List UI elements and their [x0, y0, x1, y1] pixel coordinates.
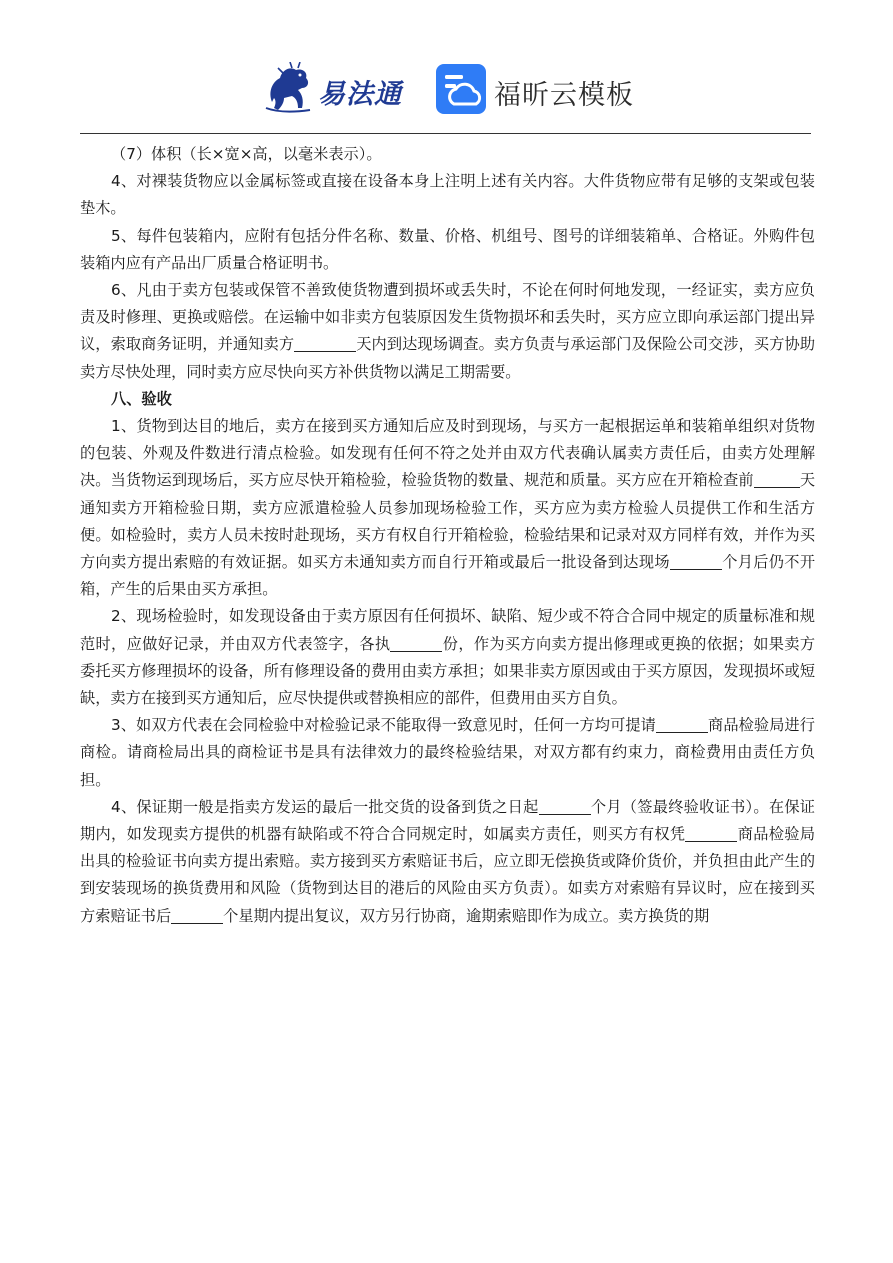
paragraph [80, 277, 815, 386]
paragraph-text: 八、验收 [111, 389, 172, 408]
fill-in-blank [294, 333, 356, 352]
paragraph-text: 4、保证期一般是指卖方发运的最后一批交货的设备到货之日起 [111, 797, 539, 816]
fuxin-logo [436, 64, 646, 116]
fill-in-blank [656, 714, 708, 733]
fill-in-blank [754, 469, 800, 488]
paragraph-text: 商品检验局进行商检。请商检局出具的商检证书是具有法律效力的最终检验结果，对双方都有约束力，商检费用由责任方负担。 [80, 716, 815, 789]
paragraph-text: 1、货物到达目的地后，卖方在接到买方通知后应及时到现场，与买方一起根据运单和装箱单组织对货物的包装、外观及件数进行清点检验。如发现有任何不符之处并由双方代表确认属卖方责任后，由卖方处理解决。当货物运到现场后，买方应尽快开箱检验，检验货物的数量、规范和质量。买方应在开箱检查前 [80, 417, 815, 490]
brand-right-text: 福昕云模板 [494, 80, 634, 111]
header-divider [80, 133, 811, 134]
paragraph [80, 168, 815, 222]
paragraph-text: 天内到达现场调查。卖方负责与承运部门及保险公司交涉，买方协助卖方尽快处理，同时卖方应尽快向买方补供货物以满足工期需要。 [80, 335, 816, 381]
document-body [80, 141, 815, 930]
paragraph-text: 天通知卖方开箱检验日期，卖方应派遣检验人员参加现场检验工作，买方应为卖方检验人员提供工作和生活方便。如检验时，卖方人员未按时赴现场，买方有权自行开箱检验，检验结果和记录对双方同样有效，并作为买方向卖方提出索赔的有效证据。如买方未通知卖方而自行开箱或最后一批设备到达现场 [80, 471, 816, 572]
paragraph [80, 603, 815, 712]
fill-in-blank [685, 823, 737, 842]
paragraph [80, 794, 815, 930]
cloud-template-icon [436, 64, 486, 114]
paragraph-text: 份，作为买方向卖方提出修理或更换的依据；如果卖方委托买方修理损坏的设备，所有修理设备的费用由卖方承担；如果非卖方原因或由于买方原因，发现损坏或短缺，卖方在接到买方通知后，应尽快提供或替换相应的部件，但费用由买方自负。 [80, 634, 816, 708]
fill-in-blank [171, 905, 223, 924]
paragraph [80, 712, 815, 794]
paragraph [80, 413, 815, 603]
paragraph [80, 141, 815, 168]
page-header [0, 0, 893, 132]
yifatong-logo [262, 62, 412, 114]
fill-in-blank [390, 633, 442, 652]
paragraph-text: 2、现场检验时，如发现设备由于卖方原因有任何损坏、缺陷、短少或不符合合同中规定的质量标准和规范时，应做好记录，并由双方代表签字，各执 [80, 607, 815, 653]
paragraph-text: 个星期内提出复议，双方另行协商，逾期索赔即作为成立。卖方换货的期 [223, 906, 710, 925]
paragraph-text: （7）体积（长×宽×高，以毫米表示）。 [111, 145, 382, 163]
paragraph-text: 3、如双方代表在会同检验中对检验记录不能取得一致意见时，任何一方均可提请 [111, 716, 656, 735]
brand-left-text: 易法通 [318, 79, 402, 110]
paragraph-text: 4、对裸装货物应以金属标签或直接在设备本身上注明上述有关内容。大件货物应带有足够的支架或包装垫木。 [80, 172, 815, 218]
fill-in-blank [670, 551, 722, 570]
horse-icon [262, 62, 316, 114]
paragraph-text: 5、每件包装箱内，应附有包括分件名称、数量、价格、机组号、图号的详细装箱单、合格证。外购件包装箱内应有产品出厂质量合格证明书。 [80, 226, 815, 272]
paragraph-text: 商品检验局出具的检验证书向卖方提出索赔。卖方接到买方索赔证书后，应立即无偿换货或降价货价，并负担由此产生的到安装现场的换货费用和风险（货物到达目的港后的风险由买方负责）。如卖方对索赔有异议时，应在接到买方索赔证书后 [80, 825, 816, 925]
section-heading [80, 386, 815, 413]
paragraph [80, 223, 815, 277]
paragraph-text: 6、凡由于卖方包装或保管不善致使货物遭到损坏或丢失时，不论在何时何地发现，一经证实，卖方应负责及时修理、更换或赔偿。在运输中如非卖方包装原因发生货物损坏和丢失时，买方应立即向承运部门提出异议，索取商务证明，并通知卖方 [80, 281, 815, 354]
paragraph-text: 个月（签最终验收证书）。在保证期内，如发现卖方提供的机器有缺陷或不符合合同规定时，如属卖方责任，则买方有权凭 [80, 797, 815, 844]
fill-in-blank [539, 796, 591, 815]
paragraph-text: 个月后仍不开箱，产生的后果由买方承担。 [80, 553, 816, 599]
